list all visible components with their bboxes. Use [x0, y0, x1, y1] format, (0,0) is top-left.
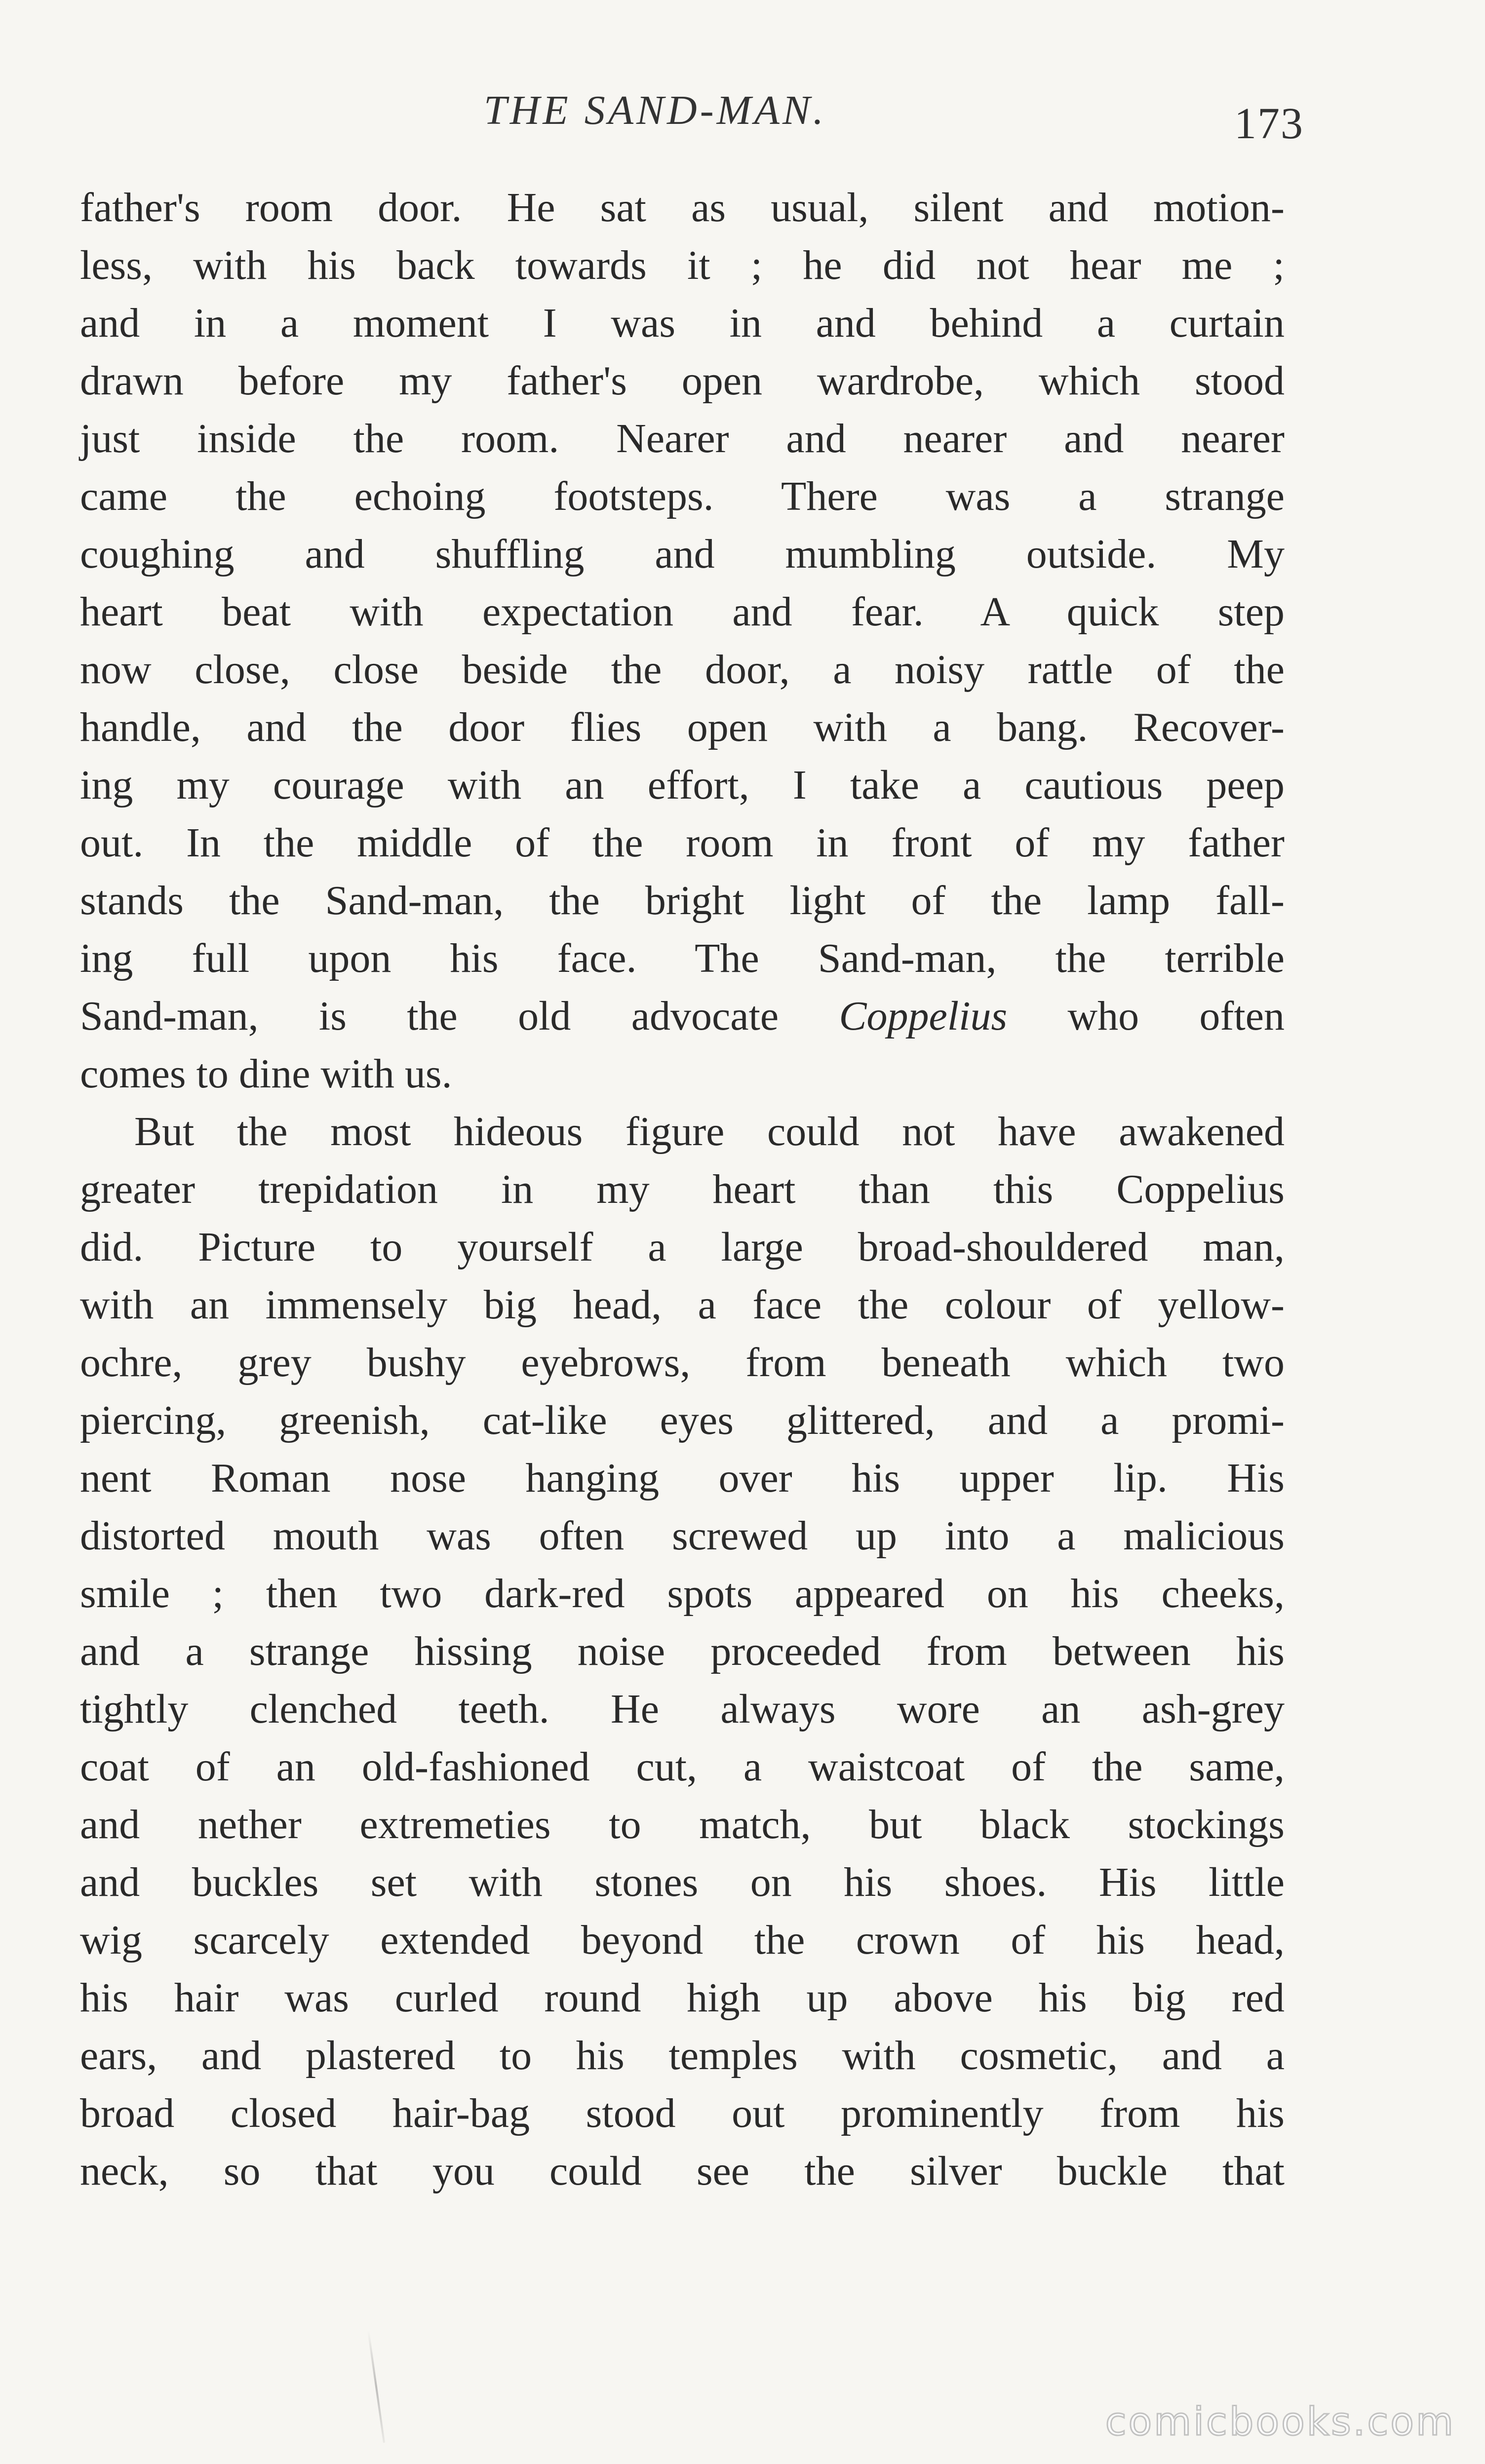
italic-name: Coppelius	[839, 993, 1008, 1039]
text-line: neck, so that you could see the silver buckle that	[80, 2148, 1285, 2194]
text-line: came the echoing footsteps. There was a strange	[80, 473, 1285, 519]
text-line: and a strange hissing noise proceeded from between his	[80, 1628, 1285, 1674]
text-line: his hair was curled round high up above his big red	[80, 1975, 1285, 2021]
text-line: ing my courage with an effort, I take a cautious peep	[80, 762, 1285, 808]
running-title: THE SAND-MAN.	[484, 87, 826, 133]
text-line: But the most hideous figure could not have awakened	[134, 1109, 1285, 1155]
text-line: father's room door. He sat as usual, silent and motion-	[80, 185, 1285, 231]
text-line: ing full upon his face. The Sand-man, the terrible	[80, 935, 1285, 981]
text-line: distorted mouth was often screwed up into a malicious	[80, 1513, 1285, 1559]
text-line: stands the Sand-man, the bright light of the lamp fall-	[80, 878, 1285, 924]
text-line: and in a moment I was in and behind a curtain	[80, 300, 1285, 346]
text-line: handle, and the door flies open with a bang. Recover-	[80, 704, 1285, 750]
text-line: nent Roman nose hanging over his upper lip. His	[80, 1455, 1285, 1501]
text-line: comes to dine with us.	[80, 1051, 452, 1097]
text-line: heart beat with expectation and fear. A quick step	[80, 589, 1285, 635]
text-line: smile ; then two dark-red spots appeared on his cheeks,	[80, 1571, 1285, 1617]
running-head	[0, 86, 1485, 148]
text-line: ochre, grey bushy eyebrows, from beneath which two	[80, 1340, 1285, 1386]
body-text	[80, 179, 1285, 2200]
text-line: less, with his back towards it ; he did not hear me ;	[80, 242, 1285, 288]
text-line: wig scarcely extended beyond the crown of his head,	[80, 1917, 1285, 1963]
text-line: and nether extremeties to match, but black stockings	[80, 1802, 1285, 1848]
text-line: now close, close beside the door, a noisy rattle of the	[80, 647, 1285, 693]
text-line: tightly clenched teeth. He always wore an ash-grey	[80, 1686, 1285, 1732]
text-line: with an immensely big head, a face the colour of yellow-	[80, 1282, 1285, 1328]
text-line: did. Picture to yourself a large broad-shouldered man,	[80, 1224, 1285, 1270]
text-line: and buckles set with stones on his shoes. His little	[80, 1859, 1285, 1905]
text-line: ears, and plastered to his temples with cosmetic, and a	[80, 2033, 1285, 2079]
text-line: out. In the middle of the room in front of my father	[80, 820, 1285, 866]
text-line: piercing, greenish, cat-like eyes glittered, and a promi-	[80, 1397, 1285, 1443]
text-line: just inside the room. Nearer and nearer and nearer	[80, 416, 1285, 462]
text-line: greater trepidation in my heart than this Coppelius	[80, 1166, 1285, 1212]
text-line: Sand-man, is the old advocate Coppelius who often	[80, 993, 1285, 1039]
text-line: broad closed hair-bag stood out prominently from his	[80, 2090, 1285, 2136]
text-line: drawn before my father's open wardrobe, which stood	[80, 358, 1285, 404]
text-line: coat of an old-fashioned cut, a waistcoat of the same,	[80, 1744, 1285, 1790]
page-crease	[367, 2330, 385, 2443]
watermark: comicbooks.com	[1105, 2400, 1455, 2444]
page-number: 173	[1234, 99, 1304, 148]
text-line: coughing and shuffling and mumbling outside. My	[80, 531, 1285, 577]
